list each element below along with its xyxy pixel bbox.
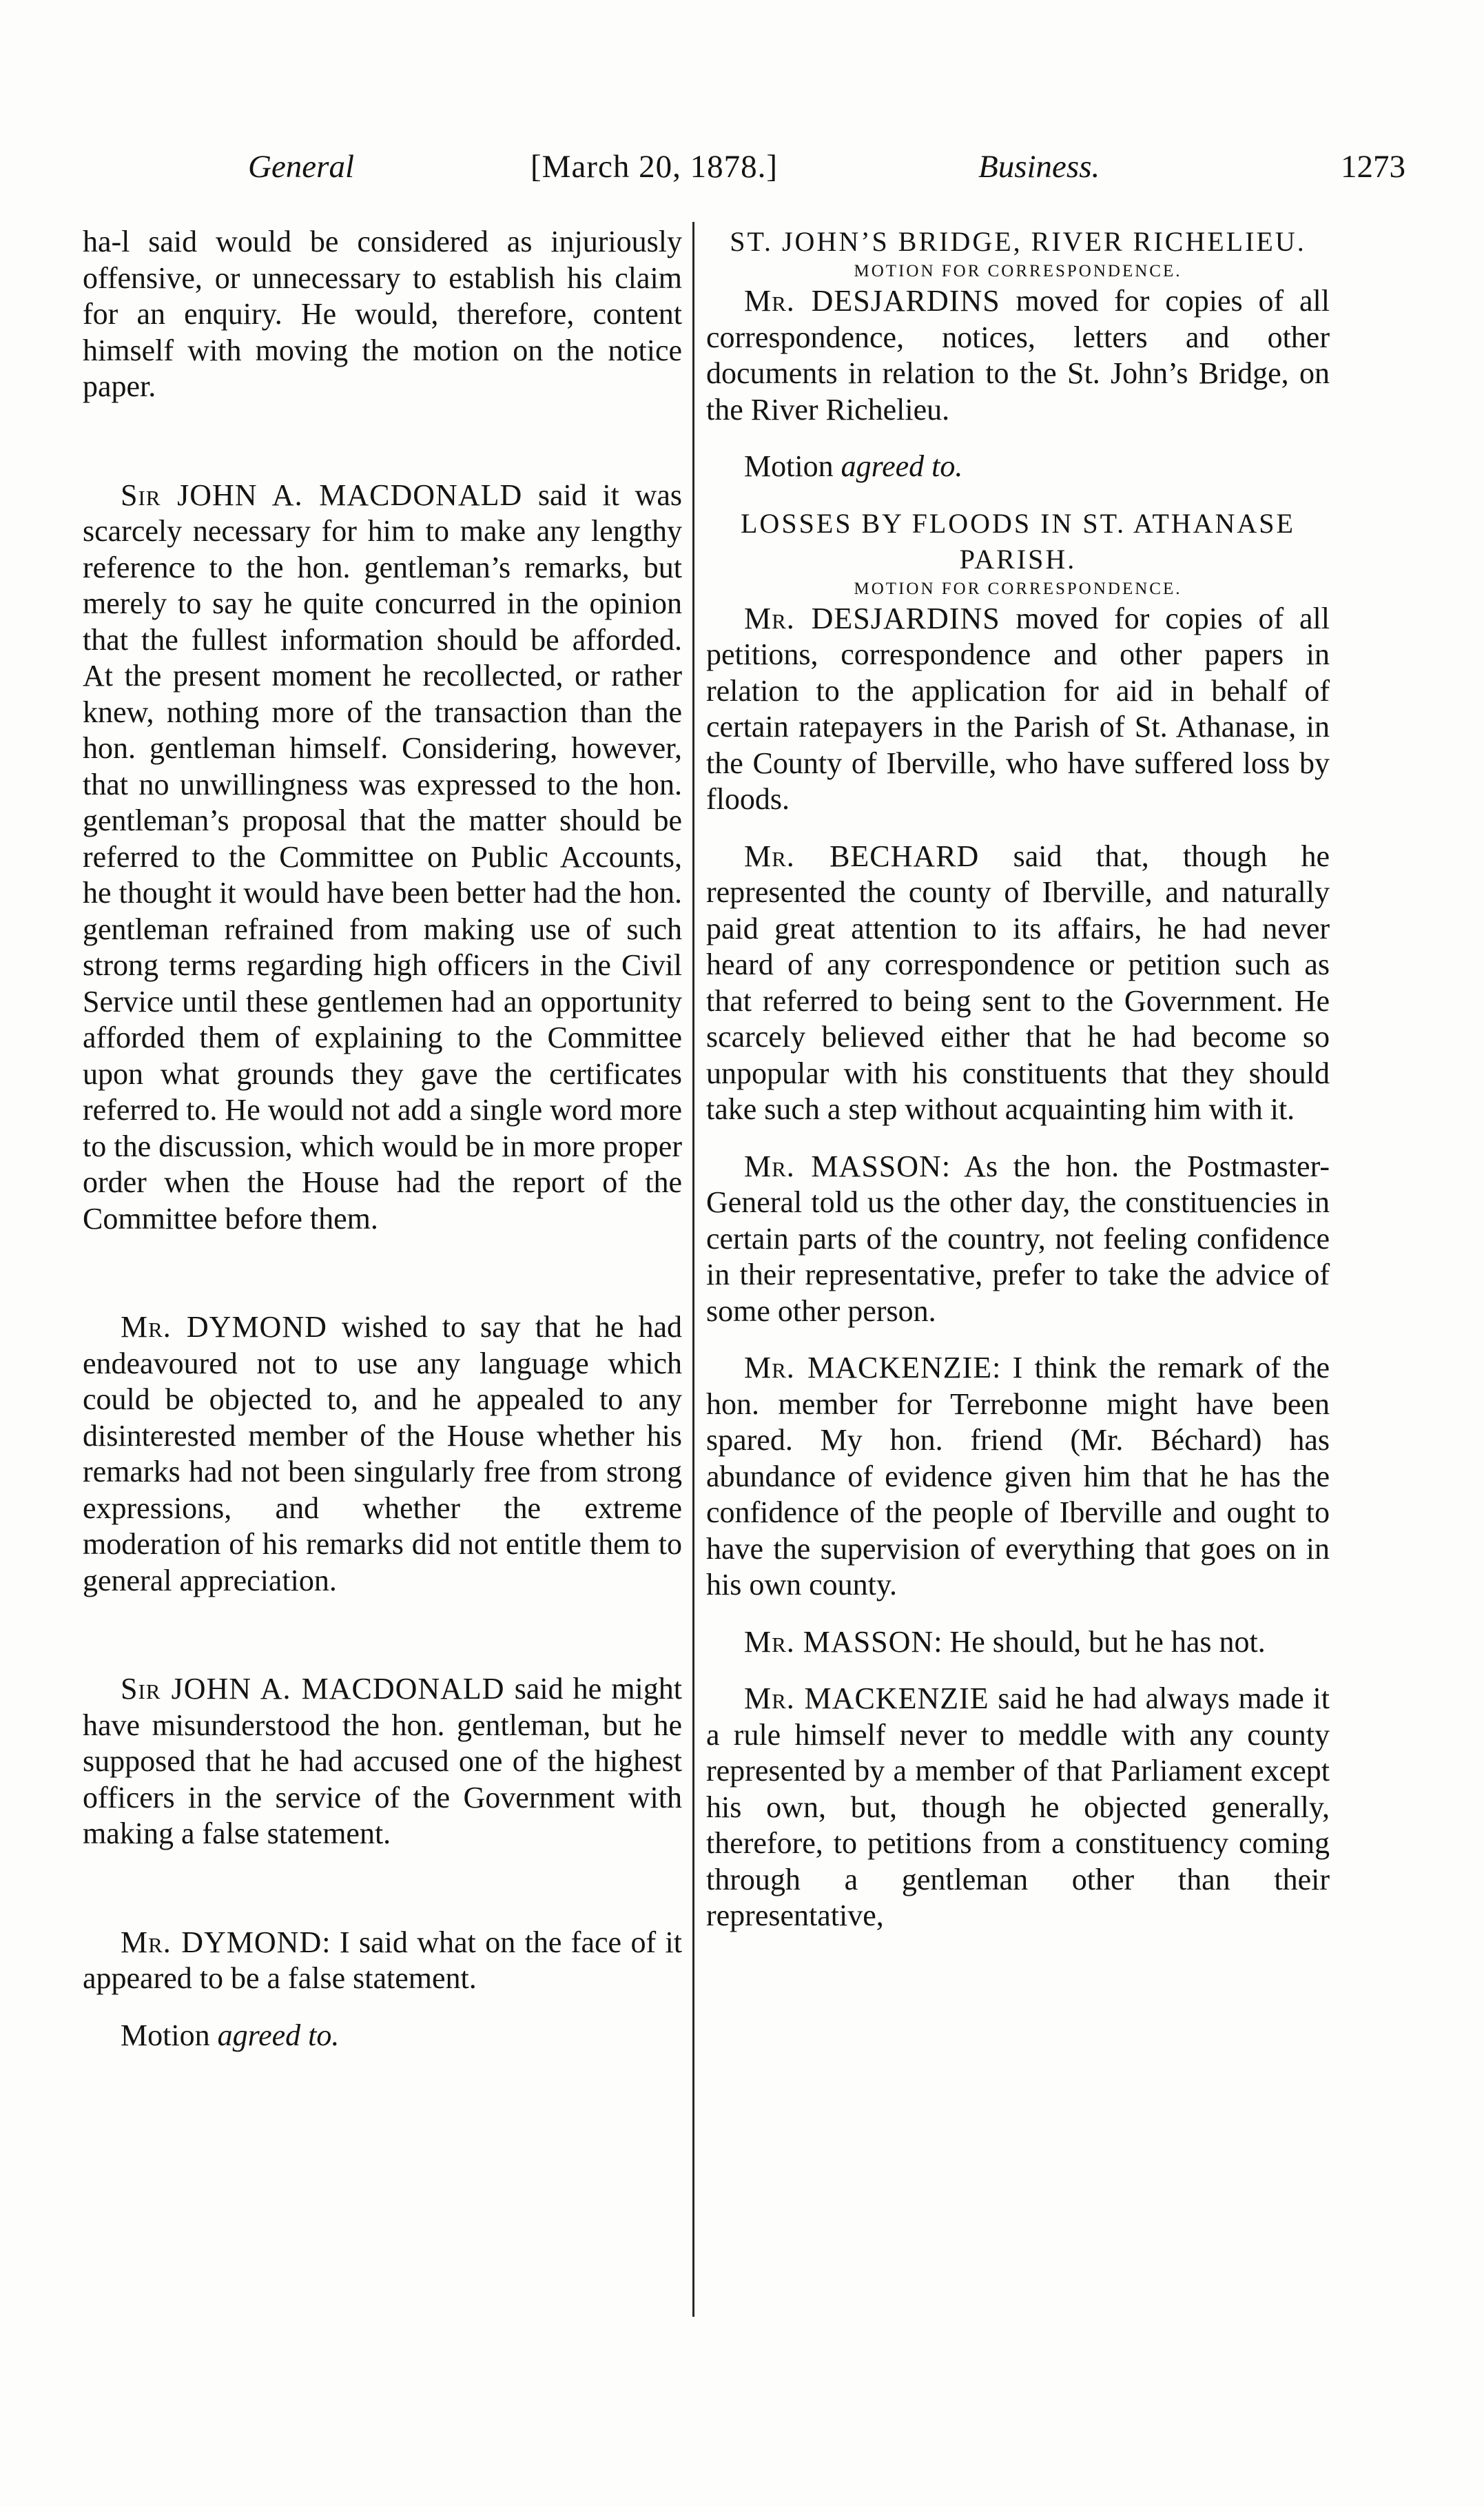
speaker-name: Mr. DYMOND — [121, 1310, 327, 1344]
paragraph-text: said he might have misunderstood the hon. gentleman, but he supposed that he had accused one of the highest officers in the service of the Government with making a false statement. — [83, 1672, 682, 1850]
paragraph-text: : He should, but he has not. — [934, 1624, 1266, 1659]
speaker-name: Mr. MASSON — [744, 1149, 942, 1183]
section-heading: LOSSES BY FLOODS IN ST. ATHANASE PARISH. — [741, 507, 1295, 575]
paragraph — [83, 1309, 682, 1599]
motion-prefix: Motion — [744, 449, 841, 483]
paragraph — [706, 601, 1330, 818]
paragraph — [706, 839, 1330, 1128]
motion-prefix: Motion — [121, 2018, 218, 2052]
paragraph — [706, 1350, 1330, 1604]
speaker-name: Mr. MACKENZIE — [744, 1351, 993, 1384]
paragraph-text: said it was scarcely necessary for him to make any lengthy reference to the hon. gentleman’s remarks, but merely to say he quite concurred in the opinion that the fullest information should be afforded. At the present moment he recollected, or rather knew, nothing more of the transaction than the hon. gentleman himself. Considering, however, that no unwillingness was expressed to the hon. gentleman’s proposal that the matter should be referred to the Committee on Public Accounts, he thought it would have been better had the hon. gentleman refrained from making use of such strong terms regarding high officers in the Civil Service until these gentlemen had an opportunity afforded them of explaining to the Committee upon what grounds they gave the certificates referred to. He would not add a single word more to the discussion, which would be in more proper order when the House had the report of the Committee before them. — [83, 478, 682, 1236]
running-header — [90, 148, 1405, 203]
section-subheading: MOTION FOR CORRESPONDENCE. — [854, 579, 1182, 598]
header-left: General — [248, 149, 355, 185]
paragraph-text: said that, though he represented the county of Iberville, and naturally paid great attention to its affairs, he had never heard of any correspondence or petition such as that referred to being sent to the Government. He scarcely believed either that he had become so unpopular with his constituents that they should take such a step without acquainting him with it. — [706, 839, 1330, 1126]
paragraph — [83, 224, 682, 405]
speaker-name: Mr. MASSON — [744, 1624, 934, 1659]
speaker-name: Sir JOHN A. MACDONALD — [121, 1672, 505, 1706]
section-subheading: MOTION FOR CORRESPONDENCE. — [854, 262, 1182, 280]
paragraph-text: ha‑l said would be considered as injuriously offensive, or unnecessary to establish his claim for an enquiry. He would, therefore, content himself with moving the motion on the notice paper. — [83, 225, 682, 403]
left-column — [83, 224, 682, 2054]
paragraph — [83, 1925, 682, 1997]
speaker-name: Mr. BECHARD — [744, 839, 980, 873]
paragraph — [706, 1681, 1330, 1934]
paragraph — [706, 283, 1330, 428]
paragraph-text: moved for copies of all petitions, correspondence and other papers in relation to the application for aid in behalf of certain ratepayers in the Parish of St. Athanase, in the County of Iberville, who have suffered loss by floods. — [706, 601, 1330, 816]
paragraph — [83, 1671, 682, 1852]
column-divider — [692, 222, 694, 2317]
motion-result — [83, 2018, 682, 2054]
section-heading: ST. JOHN’S BRIDGE, RIVER RICHELIEU. — [730, 226, 1306, 257]
header-right: Business. — [978, 149, 1100, 185]
speaker-name: Mr. DESJARDINS — [744, 601, 1000, 635]
paragraph-text: : I think the remark of the hon. member for Terrebonne might have been spared. My hon. friend (Mr. Béchard) has abundance of evidence given him that he has the confidence of the people of Iberville and ought to have the supervision of everything that goes on in his own county. — [706, 1351, 1330, 1602]
header-date: [March 20, 1878.] — [530, 149, 778, 185]
paragraph-text: moved for copies of all correspondence, notices, letters and other documents in relation to the St. John’s Bridge, on the River Richelieu. — [706, 284, 1330, 427]
paragraph — [706, 1624, 1330, 1661]
speaker-name: Sir JOHN A. MACDONALD — [121, 478, 523, 512]
speaker-name: Mr. DESJARDINS — [744, 284, 1000, 318]
paragraph-text: wished to say that he had endeavoured not to use any language which could be objected to, and he appealed to any disinterested member of the House whether his remarks had not been singularly free from strong expressions, and whether the extreme moderation of his remarks did not entitle them to general appreciation. — [83, 1310, 682, 1597]
paragraph — [83, 478, 682, 1238]
paragraph-text: : I said what on the face of it appeared to be a false statement. — [83, 1925, 682, 1995]
right-column — [706, 224, 1330, 1934]
paragraph-text: said he had always made it a rule himself never to meddle with any county represented by a member of that Parliament except his own, but, though he objected generally, therefore, to petitions from a constituency coming through a gentleman other than their representative, — [706, 1681, 1330, 1932]
motion-result — [706, 449, 1330, 485]
motion-outcome: agreed to. — [217, 2018, 340, 2052]
paragraph — [706, 1149, 1330, 1330]
speaker-name: Mr. DYMOND — [121, 1925, 322, 1959]
paragraph-text: : As the hon. the Postmaster-General told us the other day, the constituencies in certain parts of the country, not feeling confidence in their representative, prefer to take the advice of some other person. — [706, 1149, 1330, 1328]
motion-outcome: agreed to. — [841, 449, 963, 483]
page-number: 1273 — [1341, 149, 1405, 185]
speaker-name: Mr. MACKENZIE — [744, 1681, 989, 1715]
